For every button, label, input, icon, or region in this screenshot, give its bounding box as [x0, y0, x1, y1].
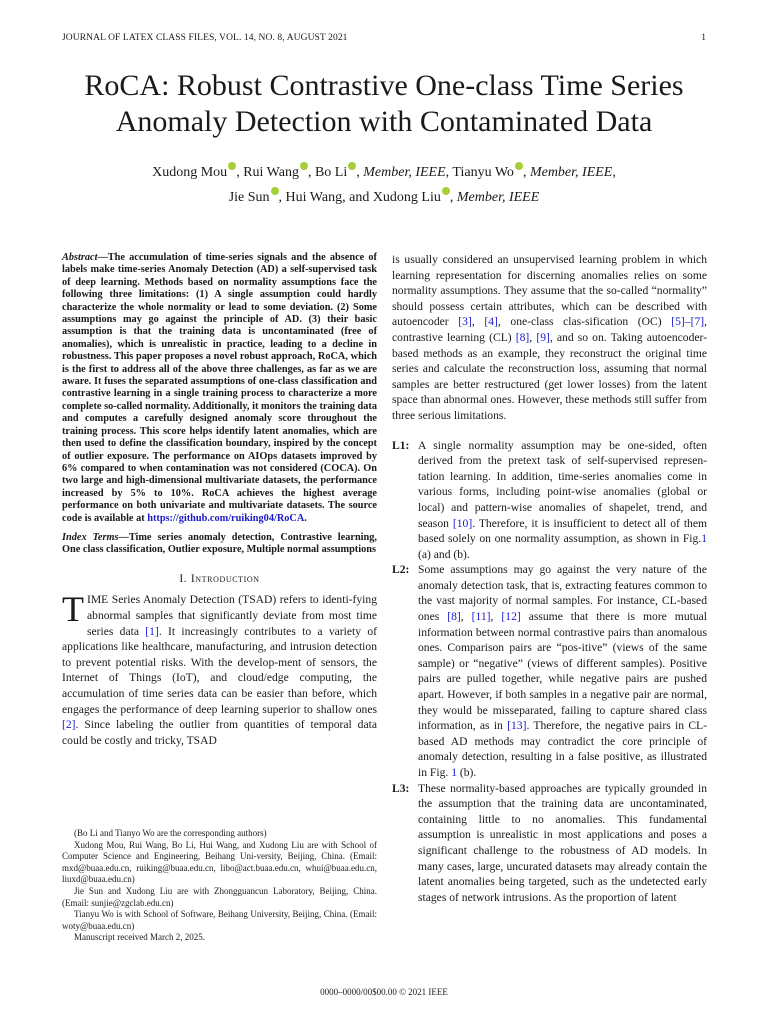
author-membership: Member, IEEE: [456, 190, 540, 205]
citation-link[interactable]: [5]–[7]: [671, 315, 705, 329]
footnote-received: Manuscript received March 2, 2025.: [74, 932, 205, 943]
title-line-1: RoCA: Robust Contrastive One-class Time Series: [84, 69, 684, 102]
limitation-text: [418, 562, 707, 780]
citation-link[interactable]: [3]: [458, 315, 472, 329]
footnote-corresponding: (Bo Li and Tianyo Wo are the corresponding authors): [74, 828, 267, 838]
orcid-icon[interactable]: [442, 187, 450, 195]
body-text: (a) and (b).: [418, 547, 470, 561]
left-column: [62, 252, 377, 748]
citation-link[interactable]: [9]: [536, 330, 550, 344]
body-paragraph: [392, 252, 707, 424]
author-name: Tianyu Wo: [452, 165, 514, 180]
author-name: Xudong Mou: [152, 165, 228, 180]
author-separator: ,: [522, 165, 527, 180]
citation-link[interactable]: [2]: [62, 718, 76, 732]
author-separator: ,: [278, 190, 283, 205]
source-code-link[interactable]: https://github.com/ruiking04/RoCA: [147, 512, 305, 524]
figure-link[interactable]: 1: [451, 766, 457, 779]
index-terms: Index Terms—Time series anomaly detection, Contrastive learning, One class classification, Outlier exposure, Multiple normal assumptions: [62, 531, 377, 556]
author-list: [40, 160, 728, 210]
figure-link[interactable]: 1: [701, 532, 707, 546]
body-text: . Therefore, the negative pairs in CL-based AD methods may contradict the core principle of anomaly detection, resulting in a false positive, as illustrated in Fig.: [418, 719, 707, 779]
orcid-icon[interactable]: [228, 162, 236, 170]
limitation-item: [392, 438, 707, 563]
footnote-affiliation: Tianyu Wo is with School of Software, Beihang University, Beijing, China. (Email: woty@buaa.edu.cn): [62, 909, 377, 931]
author-separator: ,: [449, 190, 454, 205]
limitation-label: L2:: [392, 563, 410, 577]
introduction-paragraph: [62, 589, 377, 748]
limitation-item: [392, 562, 707, 780]
index-terms-text: Time series anomaly detection, Contrastive learning, One class classification, Outlier exposure, Multiple normal assumptions: [62, 531, 377, 556]
author-separator: ,: [236, 165, 240, 180]
author-name: Hui Wang, and Xudong Liu: [285, 190, 441, 205]
body-text: , contrastive learning (CL): [392, 315, 708, 344]
section-title: Introduction: [190, 571, 260, 585]
orcid-icon[interactable]: [300, 162, 308, 170]
title-line-2: Anomaly Detection with Contaminated Data: [115, 105, 653, 138]
citation-link[interactable]: [8]: [515, 330, 530, 344]
author-line-2: [40, 185, 728, 210]
abstract-text: The accumulation of time-series signals and the absence of labels make time-series Anomaly Detection (AD) a self-supervised task of deep learning. Methods based on normality assumptions face the following three limitations: (1) A single assumption could hardly characterize the whole normality or lead to some deviation. (2) Some assumptions may go against the principle of AD. (3) their basic assumption is that the training data is uncontaminated (free of anomalies), which is unrealistic in practice, leading to a decline in robustness. This paper proposes a novel robust approach, RoCA, which is the first to address all of the above three challenges, as far as we are aware. It fuses the separated assumptions of one-class classification and contrastive learning in a single training process to characterize a more complete so-called normality. Additionally, it monitors the training data and computes a carefully designed anomaly score throughout the training process. This score helps identify latent anomalies, which are then used to define the classification boundary, inspired by the concept of outlier exposure. The performance on AIOps datasets improved by 6% compared to when contamination was not considered (COCA). On two large and high-dimensional multivariate datasets, the performance increased by 5% to 10%. RoCA achieves the highest average performance on both univariate and multivariate datasets. The source code is available at: [62, 252, 377, 524]
drop-cap: T: [62, 589, 84, 630]
author-membership: Member, IEEE,: [363, 165, 450, 180]
author-name: Rui Wang: [243, 165, 299, 180]
author-membership: Member, IEEE,: [529, 165, 616, 180]
body-text: ,: [471, 315, 485, 329]
body-text: . Therefore, it is insufficient to detect all of them based solely on one normality assumption, as shown in Fig.: [418, 516, 707, 546]
abstract-end: .: [304, 512, 307, 524]
body-text: is usually considered an unsupervised learning problem in which learning representation for discerning anomalies relies on some normality assumptions. They assume that the so-called “normality” should possess certain attributes, which can be described with autoencoder: [392, 253, 707, 329]
section-number: I.: [179, 571, 188, 585]
copyright-footer: 0000–0000/00$00.00 © 2021 IEEE: [320, 987, 448, 997]
intro-text: . It increasingly contributes to a variety of applications like healthcare, manufacturing, and intrusion detection to prevent potential risks. With the develop-ment of sensors, the Internet of Things (IoT), and cloud/edge computing, the accumulation of time series data can be easier than before, which engages the performance of deep learning superior to shallow ones: [62, 624, 377, 716]
limitation-text: [418, 438, 707, 563]
citation-link[interactable]: [8]: [447, 610, 461, 624]
author-line-1: [40, 160, 728, 185]
limitation-text: These normality-based approaches are typically grounded in the assumption that the training data are uncontaminated, containing little to no anomalies. This fundamental assumption is unrealistic in most applications and poses a significant challenge to the robustness of AD models. In many cases, large, uncurated datasets may already contain the latent anomalies being targeted, such as the undetected early stages of network intrusions. As the proportion of latent: [418, 781, 707, 904]
citation-link[interactable]: [10]: [452, 516, 473, 530]
intro-text: IME Series Anomaly Detection (TSAD) refers to identi-fying abnormal samples that significantly deviate from most time series data: [87, 593, 377, 638]
abstract: Abstract—The accumulation of time-series signals and the absence of labels make time-series Anomaly Detection (AD) a self-supervised task of deep learning. Methods based on normality assumptions face the following three limitations: (1) A single assumption could hardly characterize the whole normality or lead to some deviation. (2) Some assumptions may go against the principle of AD. (3) their basic assumption is that the training data is uncontaminated (free of anomalies), which is unrealistic in practice, leading to a decline in robustness. This paper proposes a novel robust approach, RoCA, which is the first to address all of the above three challenges, as far as we are aware. It fuses the separated assumptions of one-class classification and contrastive learning in a single training process to characterize a more complete so-called normality. Additionally, it monitors the training data and computes a carefully designed anomaly score throughout the training process. This score helps identify latent anomalies, which are then used to define the classification boundary, inspired by the concept of outlier exposure. The performance on AIOps datasets improved by 6% compared to when contamination was not considered (COCA). On two large and high-dimensional multivariate datasets, the performance increased by 5% to 10%. RoCA achieves the highest average performance on both univariate and multivariate datasets. The source code is available at https://github.com/ruiking04/RoCA.: [62, 252, 377, 524]
body-text: , and so on. Taking autoencoder-based methods as an example, they reconstruct the original time series and calculate the reconstruction loss, assuming that normal samples are better restructured (get lower losses) from the latent space than abnormal ones. However, these methods still suffer from three serious limitations.: [392, 330, 708, 422]
footnote-affiliation: Jie Sun and Xudong Liu are with Zhongguancun Laboratory, Beijing, China. (Email: sunjie@zgclab.edu.cn): [62, 885, 377, 908]
author-name: Jie Sun: [228, 190, 270, 205]
limitation-label: L1:: [392, 438, 410, 452]
orcid-icon[interactable]: [271, 187, 279, 195]
citation-link[interactable]: [11]: [471, 610, 491, 624]
body-text: A single normality assumption may be one-sided, often derived from the pretext task of self-supervised represen-tation learning. In addition, time-series anomalies come in various forms, including point-wise anomalies (global or local) and pattern-wise anomalies of shapelet, trend, and season: [418, 438, 707, 530]
citation-link[interactable]: [1]: [145, 624, 159, 638]
right-column: [392, 252, 707, 905]
author-separator: ,: [356, 165, 360, 180]
body-text: ,: [460, 610, 472, 624]
running-header: JOURNAL OF LATEX CLASS FILES, VOL. 14, NO. 8, AUGUST 2021: [62, 33, 348, 43]
page-number: 1: [701, 33, 706, 43]
citation-link[interactable]: [12]: [501, 610, 521, 624]
section-heading-introduction: [62, 571, 377, 587]
orcid-icon[interactable]: [515, 162, 523, 170]
author-separator: ,: [307, 165, 312, 180]
body-text: assume that there is more mutual information between normal contrastive pairs than anomalous ones. Comparison pairs are “pos-itive” (views of the same sample) or “negative” (views of different samples). Positive pairs are pulled together, while negative pairs are pushed apart. However, if both samples in a negative pair are normal, they would be misseparated, failing to capture shared class information, as in: [418, 610, 708, 733]
author-name: Bo Li: [314, 165, 348, 180]
index-terms-lead: Index Terms: [62, 531, 119, 543]
body-text: ,: [529, 330, 537, 344]
intro-text: . Since labeling the outlier from quantities of temporal data could be costly and tricky, TSAD: [62, 718, 377, 747]
footnote-affiliation: Xudong Mou, Rui Wang, Bo Li, Hui Wang, and Xudong Liu are with School of Computer Science and Engineering, Beihang Uni-versity, Beijing, China. (Email: mxd@buaa.edu.cn, ruiking@buaa.edu.cn, libo@act.buaa.edu.cn, whui@buaa.edu.cn, liuxd@buaa.edu.cn): [62, 839, 377, 885]
limitation-label: L3:: [392, 781, 410, 795]
body-text: , one-class clas-sification (OC): [497, 315, 672, 329]
citation-link[interactable]: [4]: [484, 315, 498, 329]
paper-title: [50, 68, 718, 140]
citation-link[interactable]: [13]: [507, 719, 527, 733]
body-text: Some assumptions may go against the very nature of the anomaly detection task, that is, extracting features common to the vast majority of normal samples. For instance, CL-based ones: [418, 563, 707, 624]
abstract-lead: Abstract: [62, 252, 98, 263]
limitation-item: [392, 781, 707, 906]
footnotes: [62, 828, 377, 944]
body-text: ,: [490, 610, 502, 624]
body-text: (b).: [456, 766, 477, 779]
